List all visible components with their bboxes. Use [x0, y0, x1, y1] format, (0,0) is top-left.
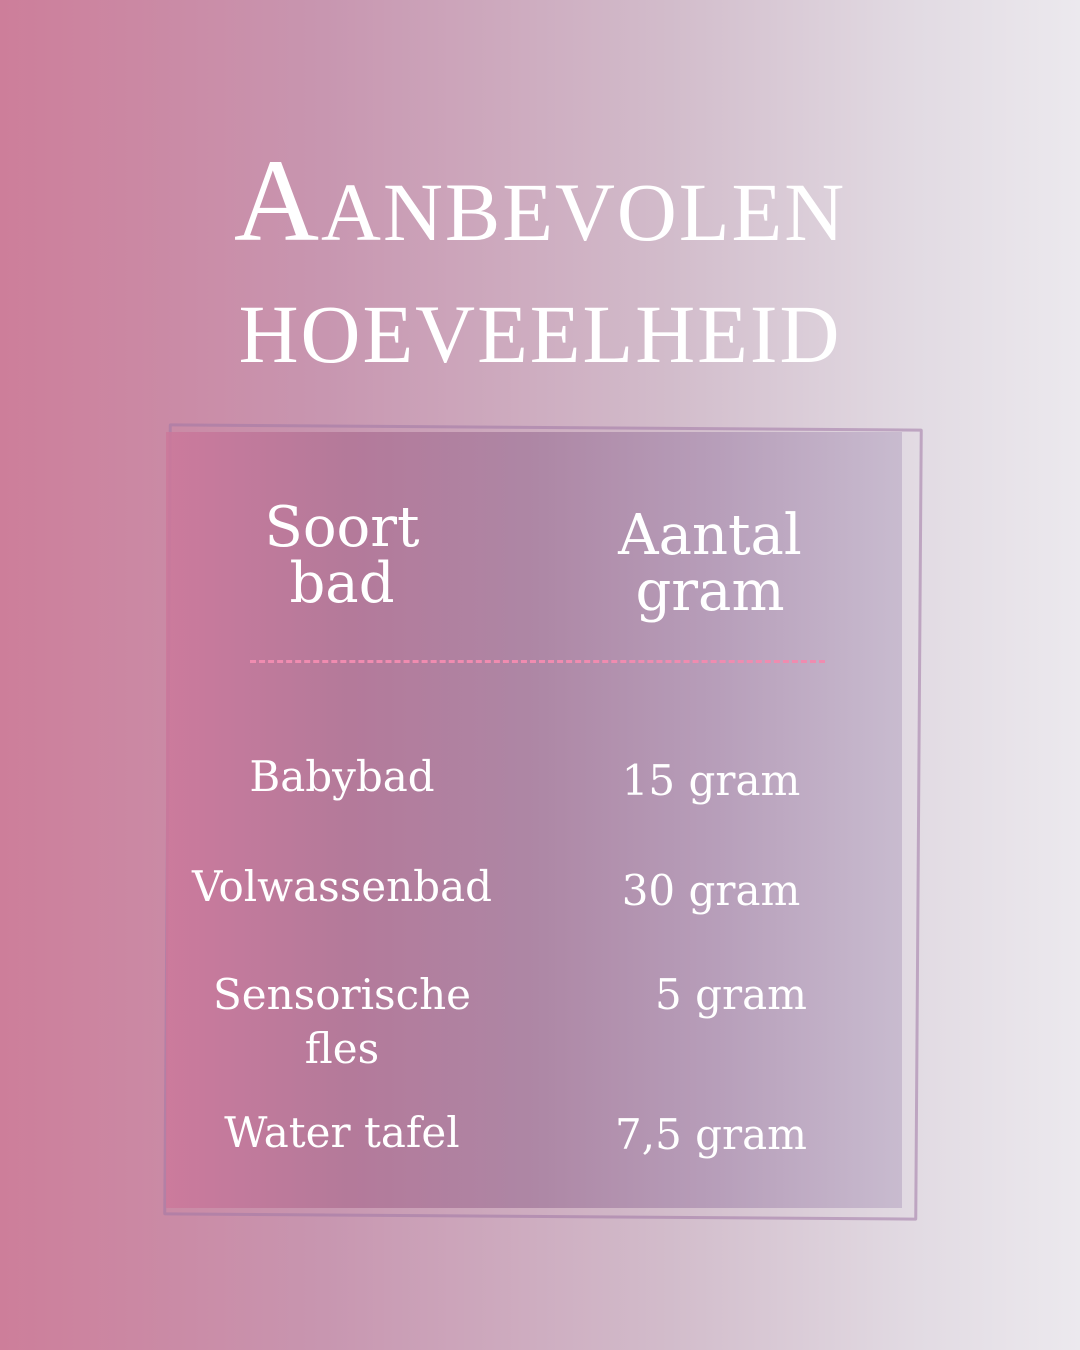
- row-amount: 30 gram: [621, 866, 801, 915]
- row-type: Water tafel: [224, 1108, 460, 1157]
- row-type: Babybad: [249, 752, 435, 801]
- column-header-type-line-1: Soort: [264, 495, 420, 560]
- header-divider: [250, 660, 825, 663]
- row-amount: 5 gram: [655, 970, 807, 1019]
- column-header-type-line-2: bad: [289, 551, 395, 616]
- column-header-amount: [580, 503, 840, 624]
- column-header-amount-line-2: gram: [635, 559, 785, 624]
- page-title: [0, 135, 1080, 388]
- row-type: Sensorische fles: [212, 970, 471, 1073]
- row-amount: 15 gram: [621, 756, 801, 805]
- page-title-line-2: hoeveelheid: [238, 257, 842, 388]
- page-title-line-1: Aanbevolen: [233, 135, 847, 266]
- column-header-type: [222, 495, 462, 616]
- column-header-amount-line-1: Aantal: [618, 503, 802, 568]
- row-type: Volwassenbad: [191, 862, 492, 911]
- row-amount: 7,5 gram: [615, 1110, 807, 1159]
